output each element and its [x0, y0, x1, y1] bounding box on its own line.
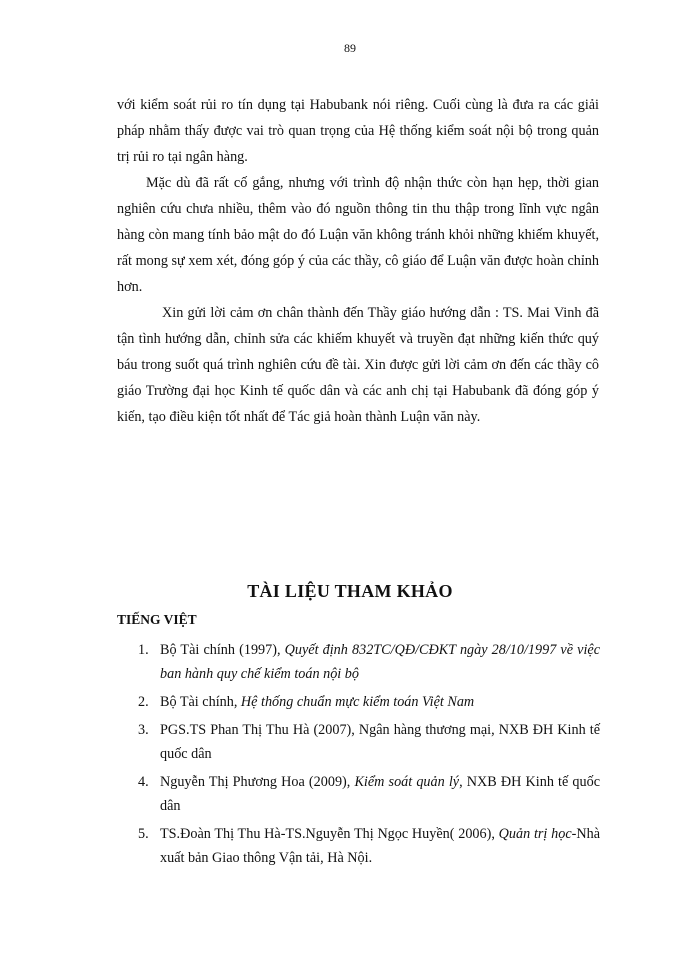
reference-title: Quản trị học — [498, 826, 572, 842]
reference-item — [138, 718, 600, 766]
paragraph-limitations: Mặc dù đã rất cố gắng, nhưng với trình độ nhận thức còn hạn hẹp, thời gian nghiên cứu chưa nhiều, thêm vào đó nguồn thông tin thu thập trong lĩnh vực ngân hàng còn mang tính bảo mật do đó Luận văn không tránh khỏi những khiếm khuyết, rất mong sự xem xét, đóng góp ý của các thầy, cô giáo để Luận văn được hoàn chỉnh hơn. — [117, 175, 599, 295]
references-title: TÀI LIỆU THAM KHẢO — [247, 581, 453, 601]
reference-list — [138, 638, 600, 874]
reference-text — [160, 770, 600, 818]
reference-author: Bộ Tài chính, — [160, 694, 241, 710]
reference-author: PGS.TS Phan Thị Thu Hà (2007), Ngân hàng thương mại, NXB ĐH Kinh tế quốc dân — [160, 722, 600, 762]
reference-text — [160, 718, 600, 766]
reference-author: Bộ Tài chính (1997), — [160, 642, 285, 658]
reference-number: 2. — [138, 694, 149, 710]
reference-text — [160, 822, 600, 870]
reference-title: Quyết định 832TC/QĐ/CĐKT ngày 28/10/1997 về việc ban hành quy chế kiểm toán nội bộ — [160, 642, 600, 682]
paragraph-acknowledgements: Xin gửi lời cảm ơn chân thành đến Thầy giáo hướng dẫn : TS. Mai Vinh đã tận tình hướng dẫn, chỉnh sửa các khiếm khuyết và truyền đạt những kiến thức quý báu trong suốt quá trình nghiên cứu đề tài. Xin được gửi lời cảm ơn đến các thầy cô giáo Trường đại học Kinh tế quốc dân và các anh chị tại Habubank đã đóng góp ý kiến, tạo điều kiện tốt nhất để Tác giả hoàn thành Luận văn này. — [117, 305, 599, 425]
reference-item — [138, 770, 600, 818]
reference-author: Nguyễn Thị Phương Hoa (2009), — [160, 774, 355, 790]
reference-publisher: -Nhà xuất bản Giao thông Vận tải, Hà Nội. — [160, 826, 600, 866]
reference-author: TS.Đoàn Thị Thu Hà-TS.Nguyễn Thị Ngọc Huyền( 2006), — [160, 826, 499, 842]
reference-item — [138, 638, 600, 686]
reference-number: 3. — [138, 722, 149, 738]
reference-text — [160, 690, 600, 714]
reference-title: Kiểm soát quản lý — [354, 774, 460, 790]
reference-number: 1. — [138, 642, 149, 658]
body-text — [117, 92, 599, 430]
reference-number: 4. — [138, 774, 149, 790]
page-number: 89 — [344, 41, 356, 55]
reference-text — [160, 638, 600, 686]
reference-title: Hệ thống chuẩn mực kiểm toán Việt Nam — [240, 694, 475, 710]
reference-publisher: , NXB ĐH Kinh tế quốc dân — [160, 774, 601, 814]
references-subtitle: TIẾNG VIỆT — [117, 612, 197, 627]
reference-item — [138, 690, 600, 714]
reference-item — [138, 822, 600, 870]
paragraph-conclusion: với kiểm soát rủi ro tín dụng tại Habubank nói riêng. Cuối cùng là đưa ra các giải pháp nhằm thấy được vai trò quan trọng của Hệ thống kiểm soát nội bộ trong quản trị rủi ro tại ngân hàng. — [117, 97, 599, 165]
reference-number: 5. — [138, 826, 149, 842]
